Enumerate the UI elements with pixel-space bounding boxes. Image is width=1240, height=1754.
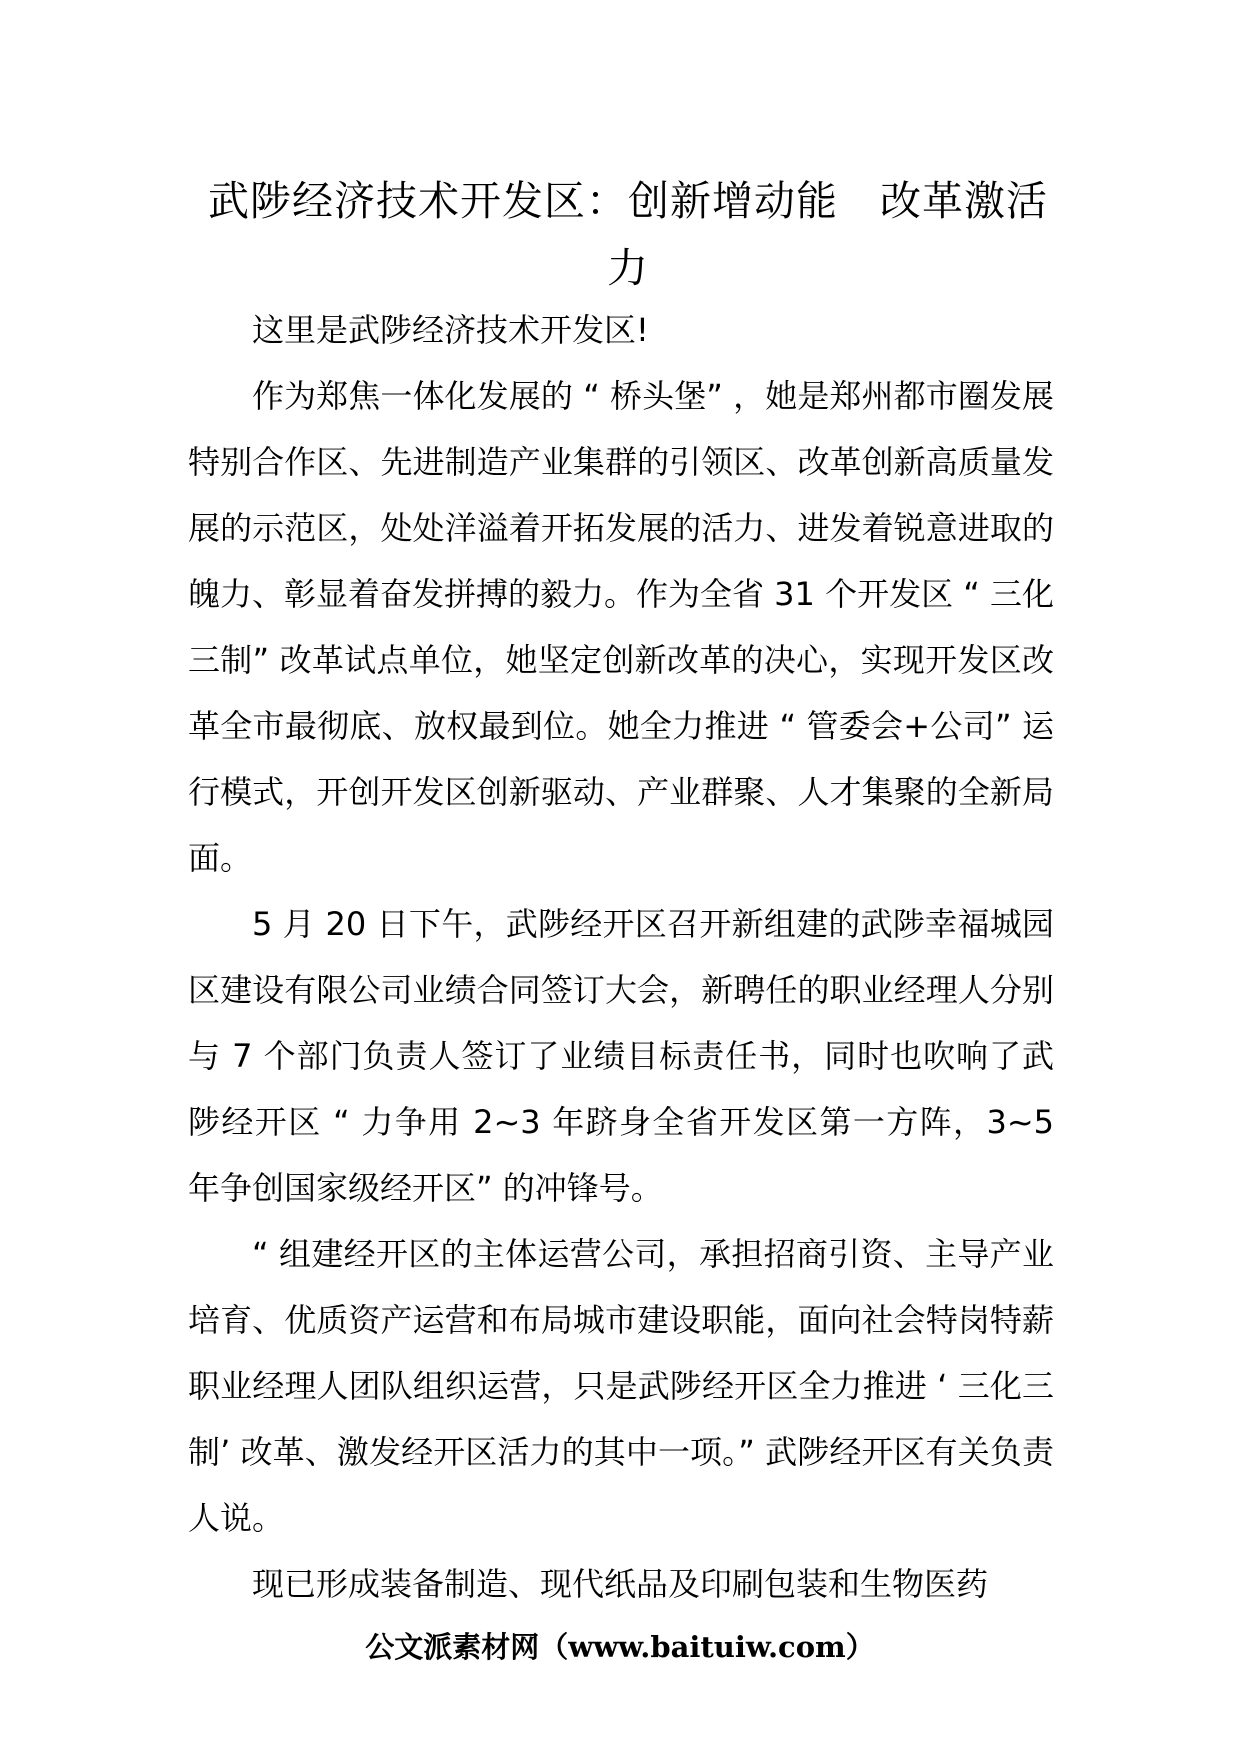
document-body xyxy=(188,297,1054,1617)
paragraph-bridgehead: 作为郑焦一体化发展的 “ 桥头堡” ，她是郑州都市圈发展特别合作区、先进制造产业集群的引领区、改革创新高质量发展的示范区，处处洋溢着开拓发展的活力、进发着锐意进取的魄力、彰显着奋发拼搏的毅力。作为全省 31 个开发区 “ 三化三制” 改革试点单位，她坚定创新改革的决心，实现开发区改革全市最彻底、放权最到位。她全力推进 “ 管委会+公司” 运行模式，开创开发区创新驱动、产业群聚、人才集聚的全新局面。 xyxy=(188,377,1054,877)
paragraph-intro: 这里是武陟经济技术开发区! xyxy=(252,311,649,349)
paragraph-may-20: 5 月 20 日下午，武陟经开区召开新组建的武陟幸福城园区建设有限公司业绩合同签订大会，新聘任的职业经理人分别与 7 个部门负责人签订了业绩目标责任书，同时也吹响了武陟经开区 “ 力争用 2~3 年跻身全省开发区第一方阵，3~5 年争创国家级经开区” 的冲锋号。 xyxy=(188,905,1054,1207)
footer-source: 公文派素材网（www.baituiw.com） xyxy=(365,1630,875,1664)
document-title: 武陟经济技术开发区：创新增动能 改革激活力 xyxy=(208,177,1048,292)
paragraph-industries: 现已形成装备制造、现代纸品及印刷包装和生物医药 xyxy=(252,1565,989,1603)
paragraph-quote: “ 组建经开区的主体运营公司，承担招商引资、主导产业培育、优质资产运营和布局城市建设职能，面向社会特岗特薪职业经理人团队组织运营，只是武陟经开区全力推进 ‘ 三化三制’ 改革、激发经开区活力的其中一项。” 武陟经开区有关负责人说。 xyxy=(188,1235,1054,1537)
